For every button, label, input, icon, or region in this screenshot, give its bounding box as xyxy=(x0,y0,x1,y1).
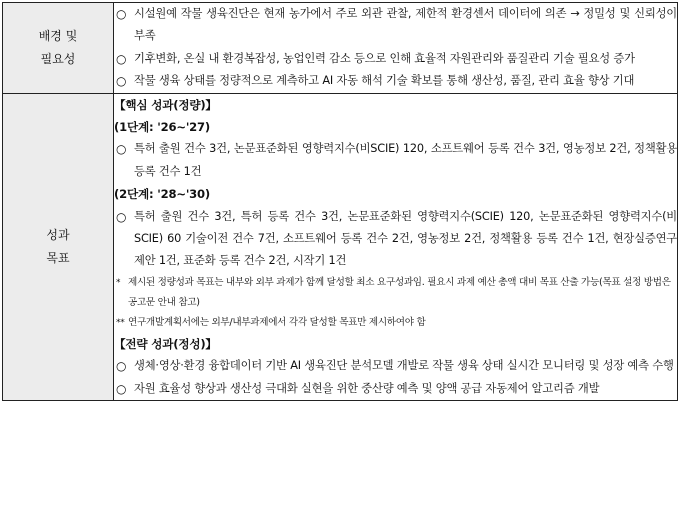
footnote xyxy=(114,273,677,313)
strategic-outcomes-heading: 【전략 성과(정성)】 xyxy=(114,336,217,351)
goals-label xyxy=(3,93,114,400)
list-item xyxy=(114,206,677,273)
background-label xyxy=(3,3,114,94)
item-text: 특허 출원 건수 3건, 특허 등록 건수 3건, 논문표준화된 영향력지수(SCIE) 120, 논문표준화된 영향력지수(비SCIE) 60 기술이전 건수 7건, 소프트웨어 등록 건수 2건, 영농정보 2건, 정책활용 등록 건수 1건, 현장실증연구 제안 1건, 표준화 등록 건수 2건, 시작기 1건 xyxy=(134,209,677,268)
item-text: 특허 출원 건수 3건, 논문표준화된 영향력지수(비SCIE) 120, 소프트웨어 등록 건수 3건, 영농정보 2건, 정책활용 등록 건수 1건 xyxy=(134,142,677,178)
footnote-text: 제시된 정량성과 목표는 내부와 외부 과제가 함께 달성할 최소 요구성과임. 필요시 과제 예산 총액 대비 목표 산출 가능(목표 설정 방법은 공고문 안내 참고) xyxy=(128,276,671,308)
footnote xyxy=(114,313,677,333)
stage1-heading: (1단계: '26∼'27) xyxy=(114,120,211,135)
footnote-text: 연구개발계획서에는 외부/내부과제에서 각각 달성할 목표만 제시하여야 함 xyxy=(128,316,426,328)
list-item xyxy=(114,48,677,70)
list-item xyxy=(114,138,677,183)
label-line: 배경 및 xyxy=(38,28,78,43)
list-item xyxy=(114,70,677,92)
circle-bullet-icon: ○ xyxy=(116,359,127,374)
list-item xyxy=(114,378,677,400)
circle-bullet-icon: ○ xyxy=(116,381,127,396)
core-outcomes-heading: 【핵심 성과(정량)】 xyxy=(114,97,217,112)
double-asterisk-icon: ** xyxy=(116,317,125,328)
document-table xyxy=(2,2,678,401)
label-line: 목표 xyxy=(46,250,70,265)
list-item xyxy=(114,3,677,48)
item-text: 기후변화, 온실 내 환경복잡성, 농업인력 감소 등으로 인해 효율적 자원관리와 품질관리 기술 필요성 증가 xyxy=(134,51,635,65)
background-content xyxy=(114,3,678,94)
item-text: 시설원예 작물 생육진단은 현재 농가에서 주로 외관 관찰, 제한적 환경센서 데이터에 의존 → 정밀성 및 신뢰성이 부족 xyxy=(134,7,677,43)
label-line: 성과 xyxy=(46,227,70,242)
item-text: 자원 효율성 향상과 생산성 극대화 실현을 위한 중산량 예측 및 양액 공급 자동제어 알고리즘 개발 xyxy=(134,381,600,395)
goals-content xyxy=(114,93,678,400)
list-item xyxy=(114,355,677,377)
background-row xyxy=(3,3,678,94)
label-line: 필요성 xyxy=(40,51,76,66)
circle-bullet-icon: ○ xyxy=(116,51,127,66)
circle-bullet-icon: ○ xyxy=(116,209,127,224)
goals-row xyxy=(3,93,678,400)
item-text: 생체·영상·환경 융합데이터 기반 AI 생육진단 분석모델 개발로 작물 생육 상태 실시간 모니터링 및 성장 예측 수행 xyxy=(134,359,674,373)
circle-bullet-icon: ○ xyxy=(116,7,127,21)
circle-bullet-icon: ○ xyxy=(116,142,127,157)
asterisk-icon: * xyxy=(116,277,121,288)
item-text: 작물 생육 상태를 정량적으로 계측하고 AI 자동 해석 기술 확보를 통해 생산성, 품질, 관리 효율 향상 기대 xyxy=(134,74,635,88)
circle-bullet-icon: ○ xyxy=(116,74,127,89)
stage2-heading: (2단계: '28∼'30) xyxy=(114,187,211,202)
